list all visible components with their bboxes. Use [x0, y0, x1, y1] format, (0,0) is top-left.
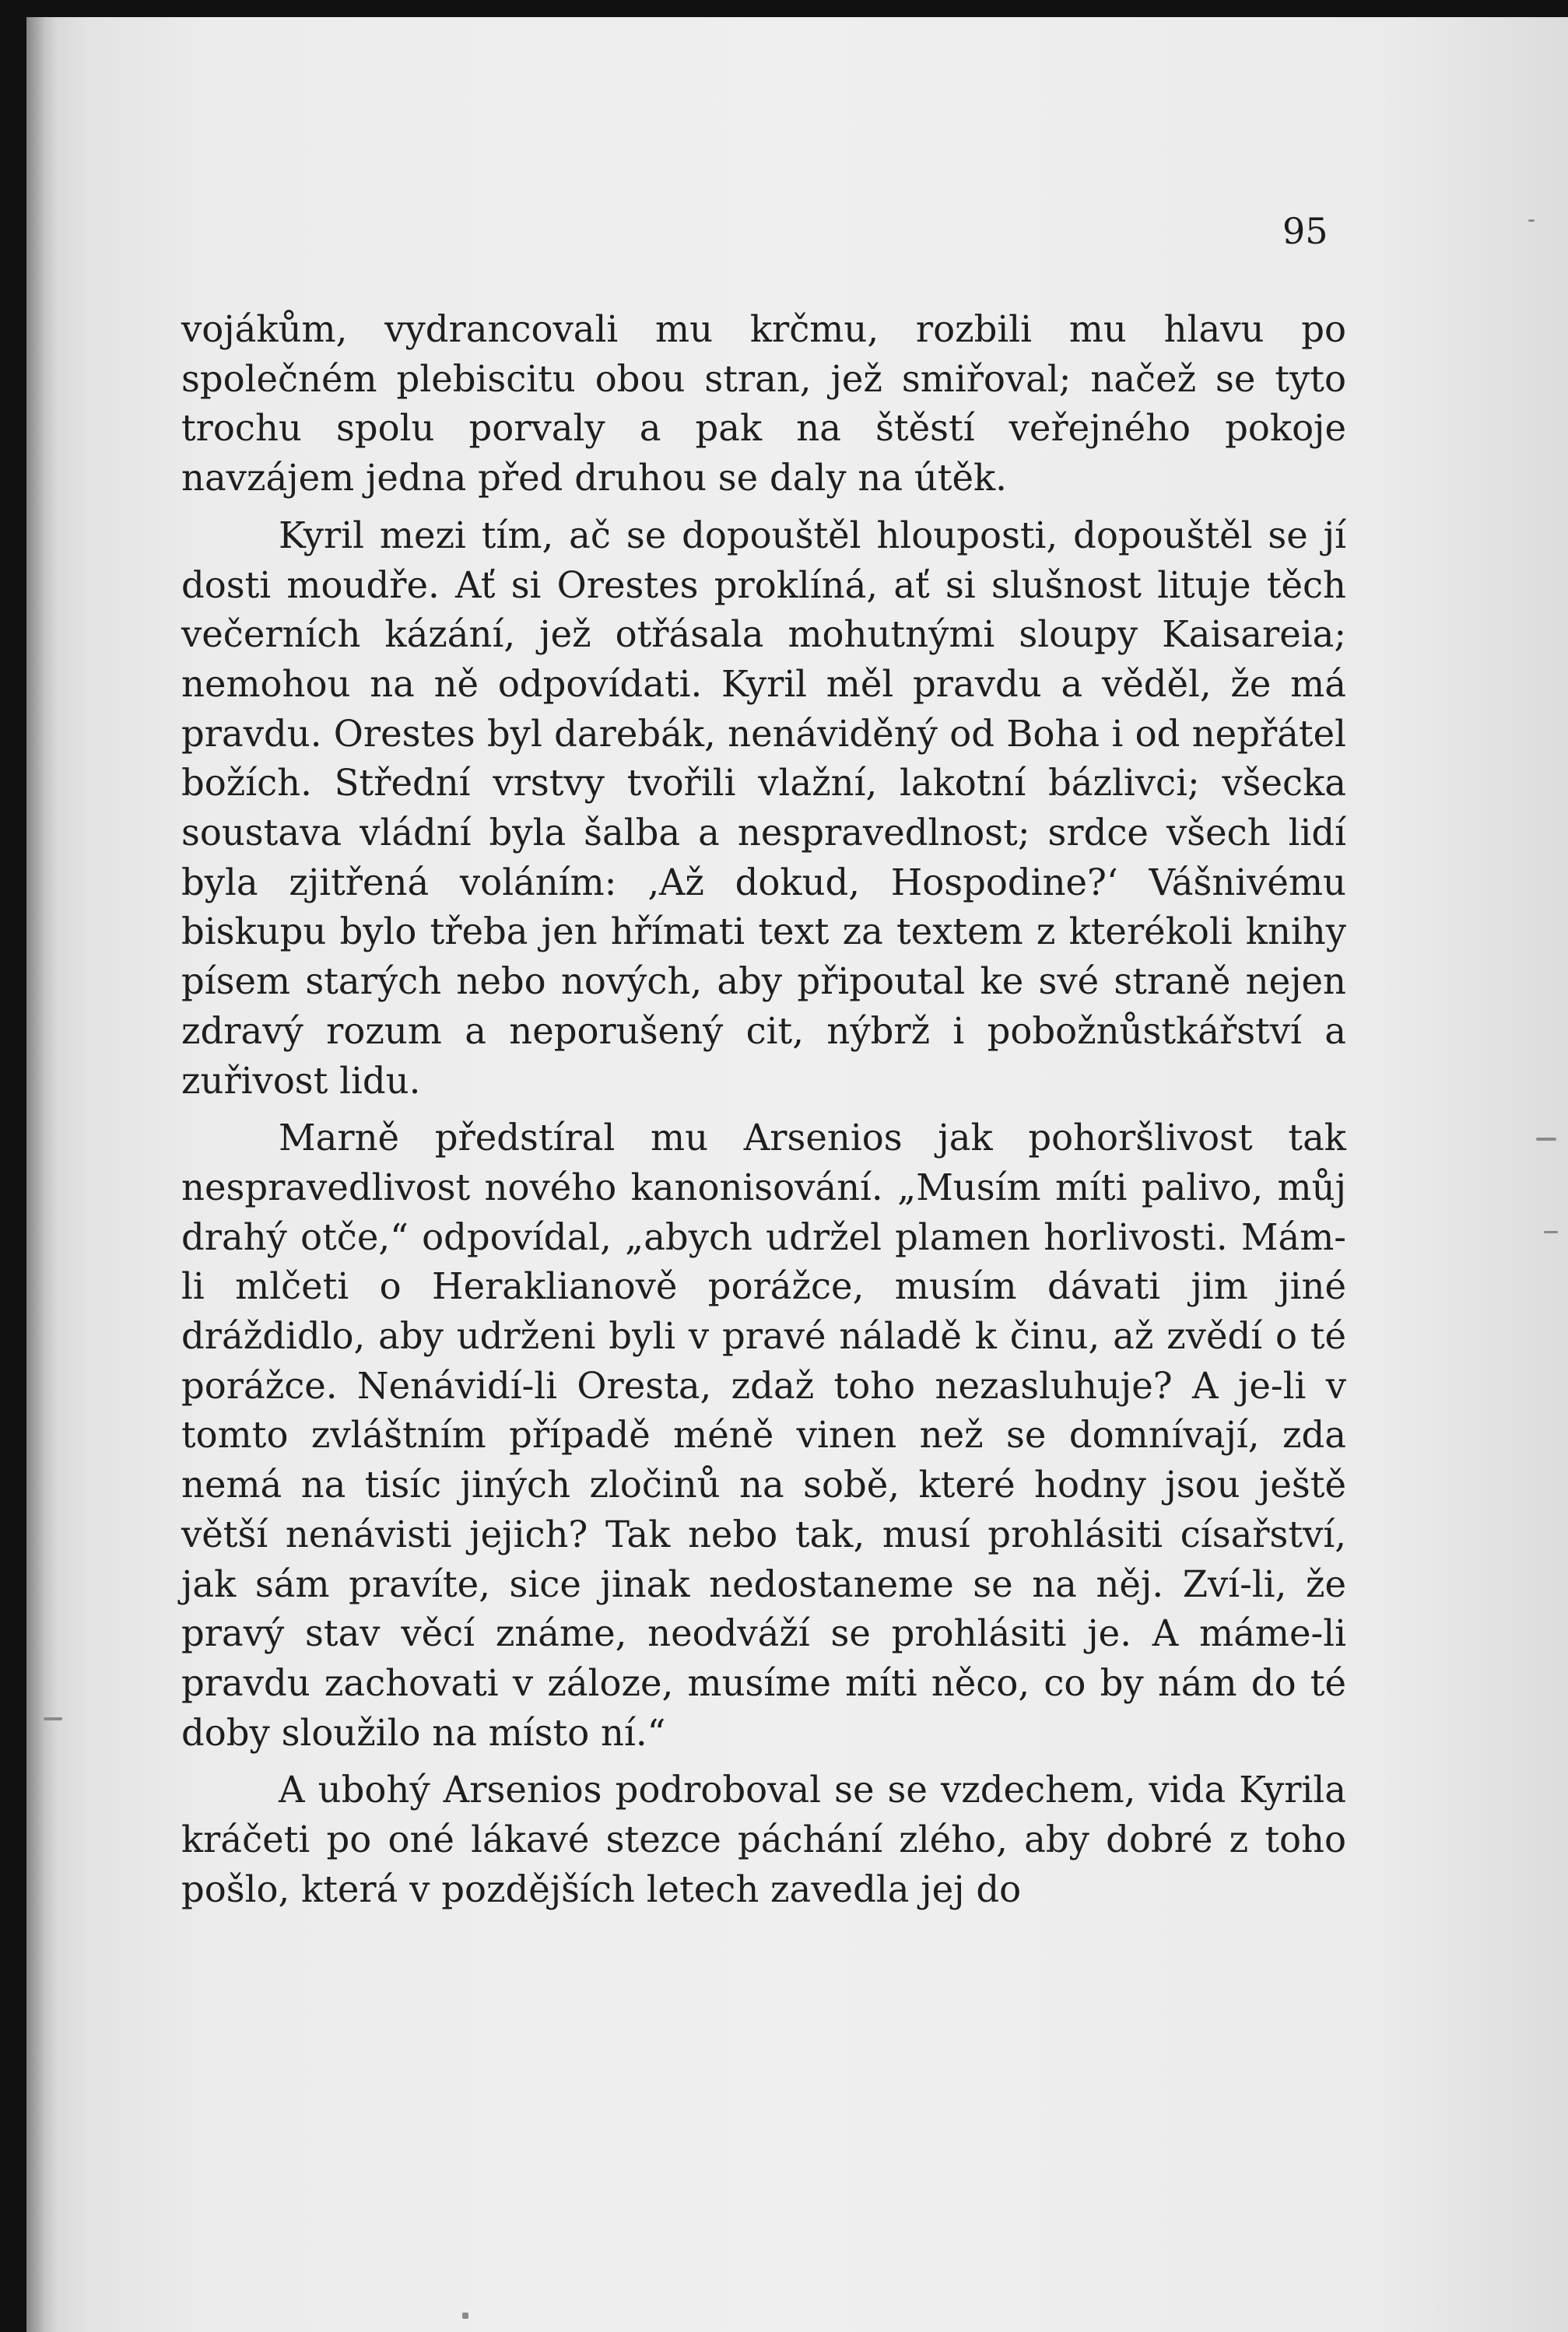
binding-shadow [26, 17, 58, 2332]
paragraph-2: Kyril mezi tím, ač se dopouštěl hlouposti, dopouštěl se jí dosti moudře. Ať si Orestes proklíná, ať si slušnost lituje těch večerních kázání, jež otřásala mohutnými sloupy Kaisareia; nemohou na ně odpovídati. Kyril měl pravdu a věděl, že má pravdu. Orestes byl darebák, nenáviděný od Boha i od nepřátel božích. Střední vrstvy tvořili vlažní, lakotní bázlivci; všecka soustava vládní byla šalba a nespravedlnost; srdce všech lidí byla zjitřená voláním: ‚Až dokud, Hospodine?‘ Vášnivému biskupu bylo třeba jen hřímati text za textem z kterékoli knihy písem starých nebo nových, aby připoutal ke své straně nejen zdravý rozum a neporušený cit, nýbrž i pobožnůstkářství a zuřivost lidu. [181, 514, 1346, 1102]
dust-speck [1536, 1138, 1556, 1141]
dust-speck [1528, 219, 1535, 222]
body-text [181, 305, 1346, 1915]
paragraph-4: A ubohý Arsenios podroboval se se vzdechem, vida Kyrila kráčeti po oné lákavé stezce páchání zlého, aby dobré z toho pošlo, která v pozdějších letech zavedla jej do [181, 1769, 1346, 1910]
dust-speck [1544, 1231, 1558, 1233]
page-number: 95 [1282, 210, 1328, 252]
dust-speck [462, 2313, 468, 2319]
paragraph-3: Marně předstíral mu Arsenios jak pohoršlivost tak nespravedlivost nového kanonisování. „Musím míti palivo, můj drahý otče,“ odpovídal, „abych udržel plamen horlivosti. Mám-li mlčeti o Heraklianově porážce, musím dávati jim jiné dráždidlo, aby udrženi byli v pravé náladě k činu, až zvědí o té porážce. Nenávidí-li Oresta, zdaž toho nezasluhuje? A je-li v tomto zvláštním případě méně vinen než se domnívají, zda nemá na tisíc jiných zločinů na sobě, které hodny jsou ještě větší nenávisti jejich? Tak nebo tak, musí prohlásiti císařství, jak sám pravíte, sice jinak nedostaneme se na něj. Zví-li, že pravý stav věcí známe, neodváží se prohlásiti je. A máme-li pravdu zachovati v záloze, musíme míti něco, co by nám do té doby sloužilo na místo ní.“ [181, 1117, 1346, 1754]
paragraph-1: vojákům, vydrancovali mu krčmu, rozbili mu hlavu po společném plebiscitu obou stran, jež smiřoval; načež se tyto trochu spolu porvaly a pak na štěstí veřejného pokoje navzájem jedna před druhou se daly na útěk. [181, 308, 1346, 500]
dust-speck [44, 1717, 62, 1720]
